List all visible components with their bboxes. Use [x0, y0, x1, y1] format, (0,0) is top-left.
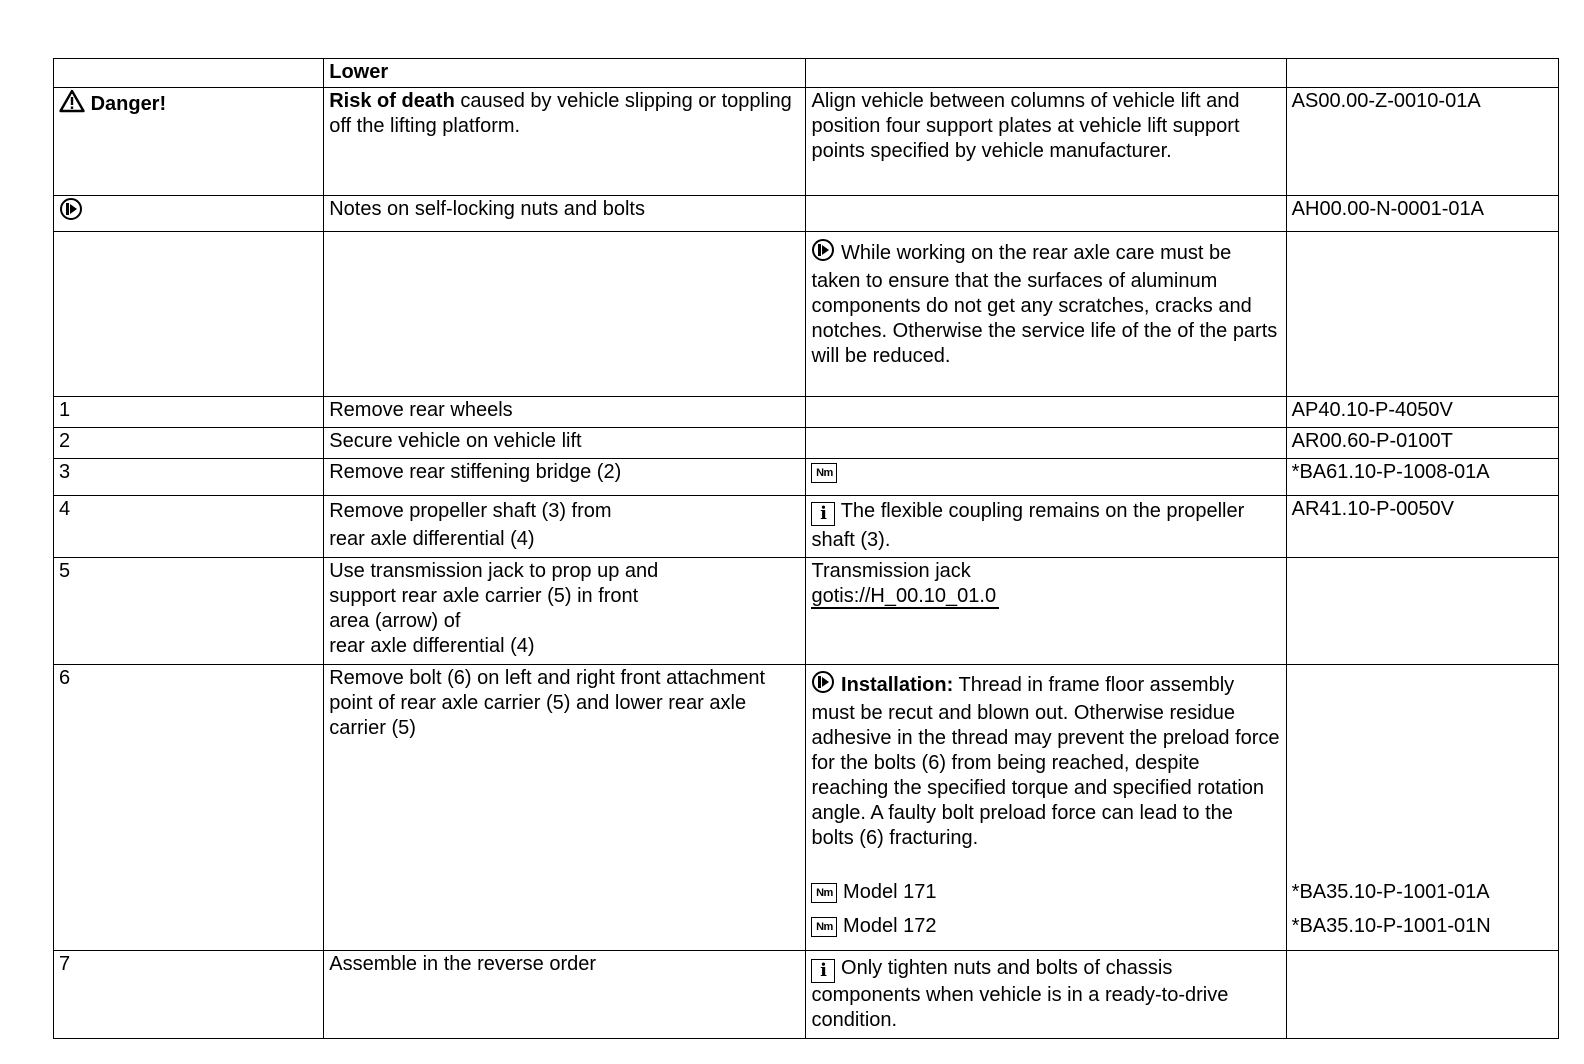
note-icon: [59, 197, 83, 228]
cell: [54, 59, 324, 88]
cell: [806, 459, 1286, 496]
danger-label: Danger!: [90, 93, 167, 115]
table-row: [54, 496, 1559, 558]
cell: Risk of death caused by vehicle slipping or toppling off the lifting platform.: [324, 88, 806, 196]
cell: *BA35.10-P-1001-01A *BA35.10-P-1001-01N: [1286, 665, 1558, 951]
procedure-table: [53, 58, 1559, 1039]
gotis-link[interactable]: gotis://H_00.10_01.0: [811, 585, 999, 609]
note-icon: [811, 670, 835, 701]
torque-nm-icon: Nm: [811, 463, 837, 483]
table-row: [54, 558, 1559, 665]
cell: AR00.60-P-0100T: [1286, 428, 1558, 459]
cell: AR41.10-P-0050V: [1286, 496, 1558, 558]
table-row: [54, 665, 1559, 951]
table-row: [54, 196, 1559, 232]
table-row: [54, 397, 1559, 428]
cell: 4: [54, 496, 324, 558]
cell: [806, 397, 1286, 428]
cell: Remove propeller shaft (3) from rear axle differential (4): [324, 496, 806, 558]
cell: Lower: [324, 59, 806, 88]
cell: 5: [54, 558, 324, 665]
cell: 6: [54, 665, 324, 951]
cell: [806, 196, 1286, 232]
info-icon: i: [811, 502, 835, 526]
cell: Secure vehicle on vehicle lift: [324, 428, 806, 459]
cell: Remove bolt (6) on left and right front attachment point of rear axle carrier (5) and lower rear axle carrier (5): [324, 665, 806, 951]
cell: Align vehicle between columns of vehicle lift and position four support plates at vehicle lift support points specified by vehicle manufacturer.: [806, 88, 1286, 196]
cell: Assemble in the reverse order: [324, 951, 806, 1039]
cell: 7: [54, 951, 324, 1039]
cell: Installation: Thread in frame floor assembly must be recut and blown out. Otherwise residue adhesive in the thread may prevent the preload force for the bolts (6) from being reached, despite reaching the specified torque and specified rotation angle. A faulty bolt preload force can lead to the bolts (6) fracturing. Nm Model 171 Nm Model 172: [806, 665, 1286, 951]
cell: [1286, 232, 1558, 397]
note-icon: [811, 238, 835, 269]
table-row: [54, 428, 1559, 459]
cell: 1: [54, 397, 324, 428]
cell: [54, 196, 324, 232]
cell: Notes on self-locking nuts and bolts: [324, 196, 806, 232]
cell: [54, 88, 324, 196]
warning-triangle-icon: [59, 89, 85, 120]
cell: i The flexible coupling remains on the propeller shaft (3).: [806, 496, 1286, 558]
cell: Remove rear wheels: [324, 397, 806, 428]
cell: Use transmission jack to prop up and support rear axle carrier (5) in front area (arrow) of rear axle differential (4): [324, 558, 806, 665]
cell: [324, 232, 806, 397]
table-row: [54, 59, 1559, 88]
cell: *BA61.10-P-1008-01A: [1286, 459, 1558, 496]
cell: AH00.00-N-0001-01A: [1286, 196, 1558, 232]
cell: [1286, 951, 1558, 1039]
cell: [54, 232, 324, 397]
cell: Transmission jack gotis://H_00.10_01.0: [806, 558, 1286, 665]
cell: 3: [54, 459, 324, 496]
table-row: [54, 88, 1559, 196]
cell: [1286, 59, 1558, 88]
cell: [1286, 558, 1558, 665]
cell: [806, 428, 1286, 459]
cell: While working on the rear axle care must be taken to ensure that the surfaces of aluminum components do not get any scratches, cracks and notches. Otherwise the service life of the of the parts will be reduced.: [806, 232, 1286, 397]
torque-nm-icon: Nm: [811, 883, 837, 903]
table-row: [54, 951, 1559, 1039]
cell: i Only tighten nuts and bolts of chassis components when vehicle is in a ready-to-drive condition.: [806, 951, 1286, 1039]
table-row: [54, 232, 1559, 397]
cell: 2: [54, 428, 324, 459]
torque-nm-icon: Nm: [811, 917, 837, 937]
table-row: [54, 459, 1559, 496]
cell: AP40.10-P-4050V: [1286, 397, 1558, 428]
info-icon: i: [811, 959, 835, 983]
cell: AS00.00-Z-0010-01A: [1286, 88, 1558, 196]
cell: [806, 59, 1286, 88]
cell: Remove rear stiffening bridge (2): [324, 459, 806, 496]
